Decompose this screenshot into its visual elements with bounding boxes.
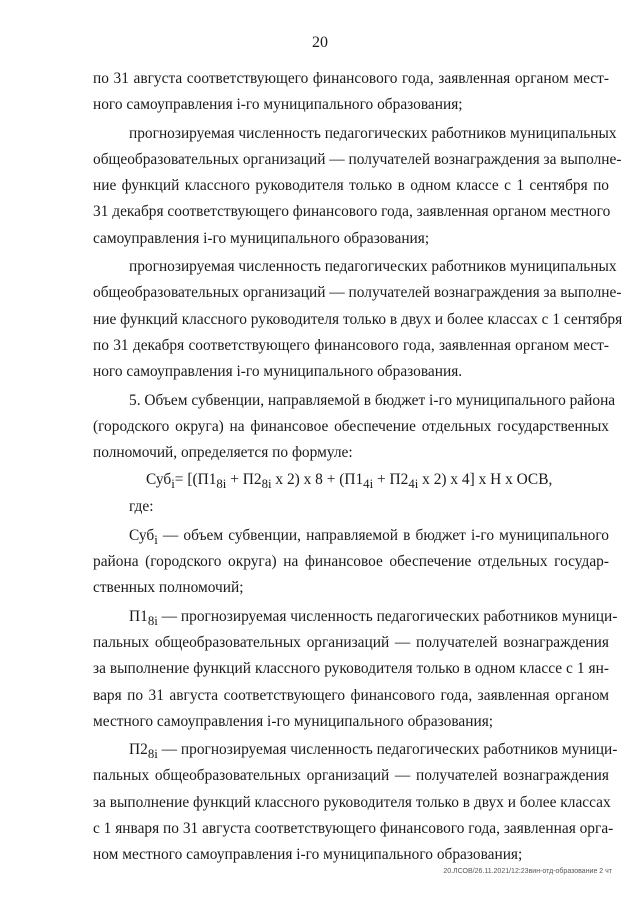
text-line: за выполнение функций классного руководителя только в одном классе с 1 ян- — [93, 660, 609, 678]
definition-first-line: $П1_{8i}$ — прогнозируемая численность педагогических работников муници- — [129, 607, 618, 628]
definition-sub — [93, 523, 609, 602]
text-line: прогнозируемая численность педагогических работников муниципальных — [129, 258, 617, 276]
text-line: ние функций классного руководителя только в одном классе с 1 сентября по — [93, 177, 609, 195]
text-line: ного самоуправления i-го муниципального образования; — [93, 96, 463, 114]
text-line: пальных общеобразовательных организаций — получателей вознаграждения — [93, 633, 609, 651]
subvention-formula: $Суб_i= [(П1_{8i} + П2_{8i}$ х 2) х $8 + (П1_{4i} + П2_{4i}$ х 2) х 4] х Н х ОСВ, — [146, 471, 553, 492]
text-line: прогнозируемая численность педагогических работников муниципальных — [129, 124, 617, 142]
text-line: полномочий, определяется по формуле: — [93, 444, 353, 462]
text-line: (городского округа) на финансовое обеспечение отдельных государственных — [93, 417, 609, 435]
definition-p2 — [93, 737, 618, 868]
text-line: варя по 31 августа соответствующего финансового года, заявленная органом — [93, 686, 609, 704]
where-label: где: — [129, 498, 154, 516]
text-line: пальных общеобразовательных организаций — получателей вознаграждения — [93, 767, 609, 785]
text-line: по 31 декабря соответствующего финансового года, заявленная органом мест- — [93, 336, 609, 354]
text-line: самоуправления i-го муниципального образования; — [93, 229, 430, 247]
text-line: местного самоуправления i-го муниципального образования; — [93, 712, 494, 730]
text-line: за выполнение функций классного руководителя только в двух и более классах — [93, 793, 611, 811]
text-line: 5. Объем субвенции, направляемой в бюджет i-го муниципального района — [129, 391, 616, 409]
text-line: ние функций классного руководителя только в двух и более классах с 1 сентября — [93, 310, 623, 328]
paragraph-two-classes — [93, 254, 623, 385]
text-line: ственных полномочий; — [93, 579, 244, 597]
text-line: по 31 августа соответствующего финансового года, заявленная органом мест- — [93, 70, 609, 87]
paragraph-one-class — [93, 121, 622, 252]
text-line: ном местного самоуправления i-го муниципального образования; — [93, 846, 523, 864]
text-line: общеобразовательных организаций — получателей вознаграждения за выполне- — [93, 284, 622, 302]
paragraph-continuation — [93, 66, 609, 119]
paragraph-subvention-volume — [93, 388, 616, 467]
definition-first-line: $П2_{8i}$ — прогнозируемая численность педагогических работников муници- — [129, 741, 618, 762]
document-footer-stamp: 20.ЛСОВ/26.11.2021/12:23вин-отд-образование 2 чт — [443, 868, 612, 875]
text-line: общеобразовательных организаций — получателей вознаграждения за выполне- — [93, 150, 622, 168]
definition-p1 — [93, 604, 618, 735]
page-number: 20 — [312, 34, 328, 51]
text-line: района (городского округа) на финансовое обеспечение отдельных государ- — [93, 553, 609, 571]
text-line: 31 декабря соответствующего финансового года, заявленная органом местного — [93, 203, 611, 221]
text-line: с 1 января по 31 августа соответствующего финансового года, заявленная орга- — [93, 820, 614, 838]
definition-first-line: Суб$_i$ — объем субвенции, направляемой в бюджет i-го муниципального — [129, 526, 609, 547]
document-body — [93, 66, 623, 869]
text-line: ного самоуправления i-го муниципального образования. — [93, 363, 463, 381]
